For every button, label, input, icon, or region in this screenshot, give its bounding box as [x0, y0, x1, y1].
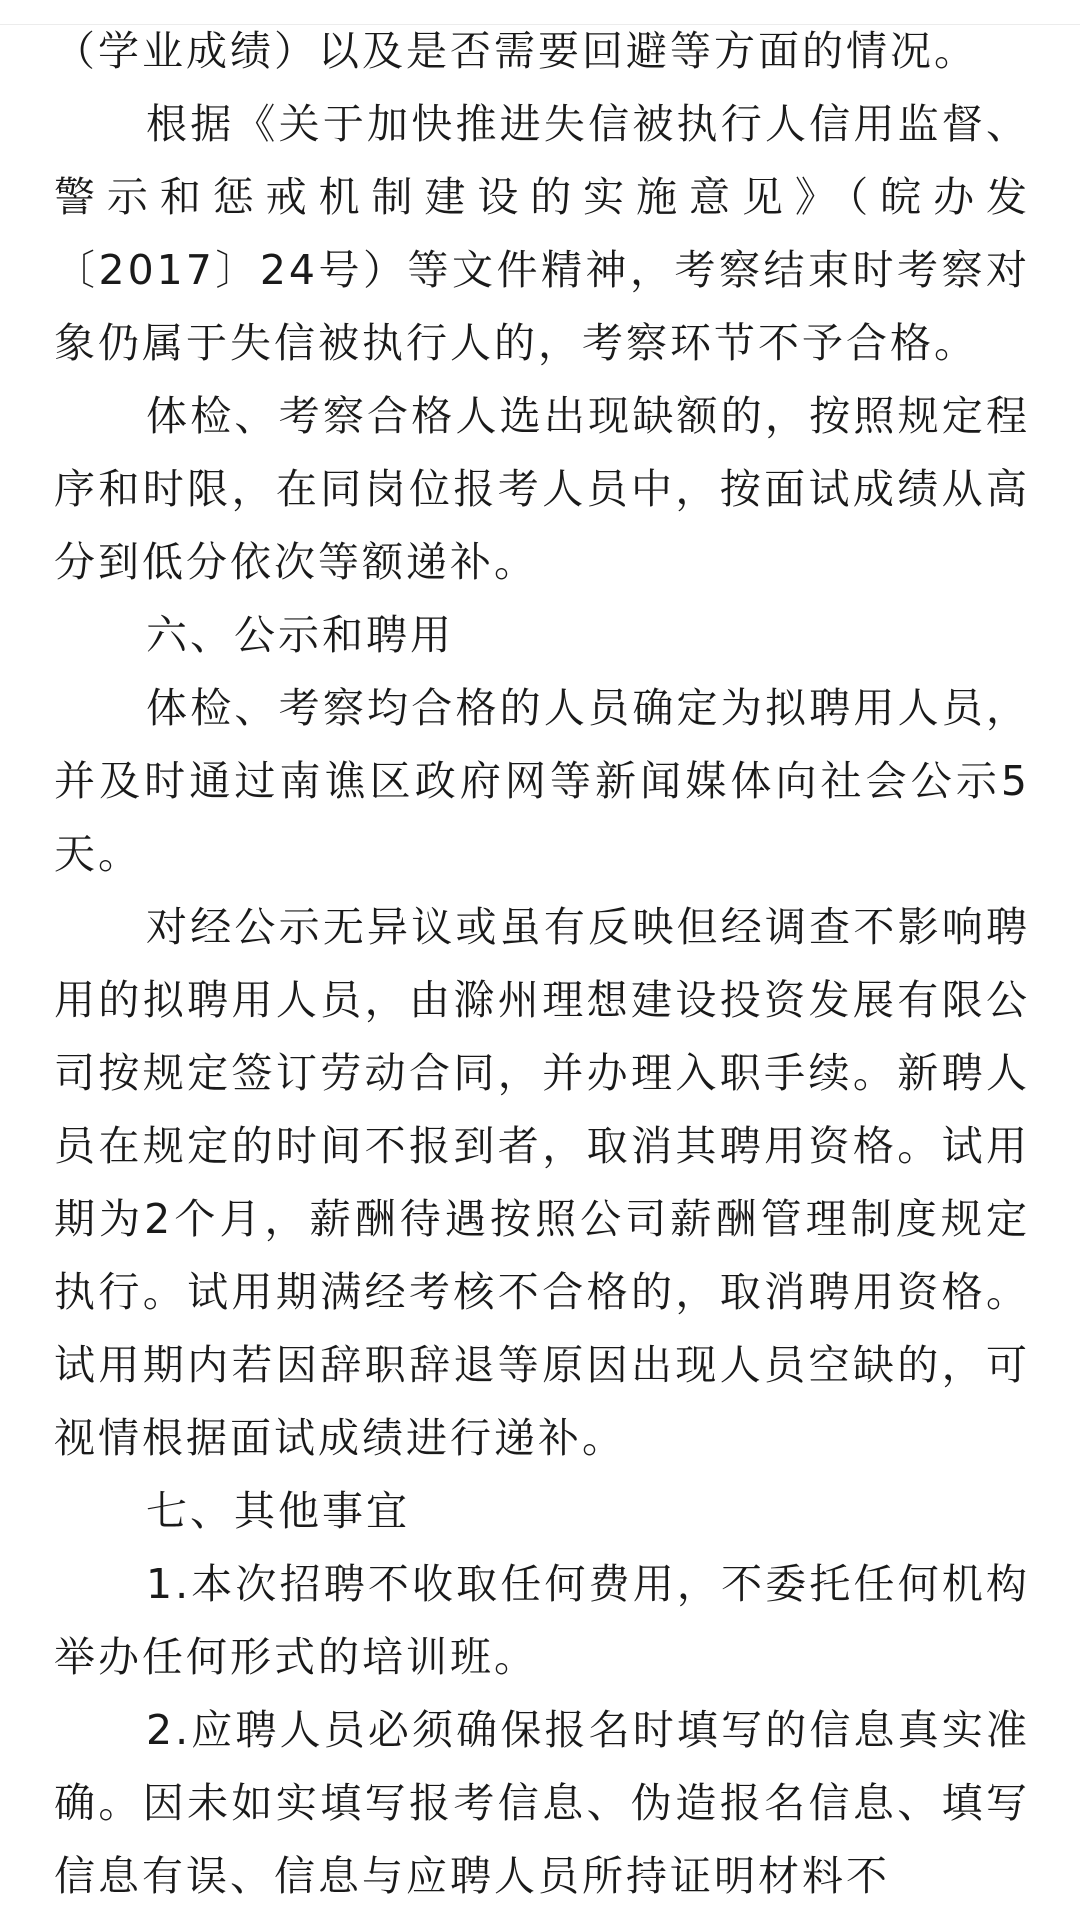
paragraph-no-fees: 1.本次招聘不收取任何费用，不委托任何机构举办任何形式的培训班。	[54, 1560, 1030, 1681]
paragraph-publicity: 体检、考察均合格的人员确定为拟聘用人员，并及时通过南谯区政府网等新闻媒体向社会公示5天。	[54, 684, 1030, 878]
section-heading-other-matters: 七、其他事宜	[146, 1487, 410, 1535]
paragraph-hiring-procedure: 对经公示无异议或虽有反映但经调查不影响聘用的拟聘用人员，由滁州理想建设投资发展有限公司按规定签订劳动合同，并办理入职手续。新聘人员在规定的时间不报到者，取消其聘用资格。试用期为2个月，薪酬待遇按照公司薪酬管理制度规定执行。试用期满经考核不合格的，取消聘用资格。试用期内若因辞职辞退等原因出现人员空缺的，可视情根据面试成绩进行递补。	[54, 903, 1030, 1462]
document-body	[54, 15, 1030, 1913]
paragraph-vacancy-replacement: 体检、考察合格人选出现缺额的，按照规定程序和时限，在同岗位报考人员中，按面试成绩从高分到低分依次等额递补。	[54, 392, 1030, 586]
paragraph-continuation: （学业成绩）以及是否需要回避等方面的情况。	[54, 27, 978, 75]
paragraph-credit-check: 根据《关于加快推进失信被执行人信用监督、警示和惩戒机制建设的实施意见》（皖办发〔2017〕24号）等文件精神，考察结束时考察对象仍属于失信被执行人的，考察环节不予合格。	[54, 100, 1030, 367]
paragraph-info-accuracy: 2.应聘人员必须确保报名时填写的信息真实准确。因未如实填写报考信息、伪造报名信息、填写信息有误、信息与应聘人员所持证明材料不	[54, 1706, 1030, 1900]
section-heading-publicity-hiring: 六、公示和聘用	[146, 611, 454, 659]
